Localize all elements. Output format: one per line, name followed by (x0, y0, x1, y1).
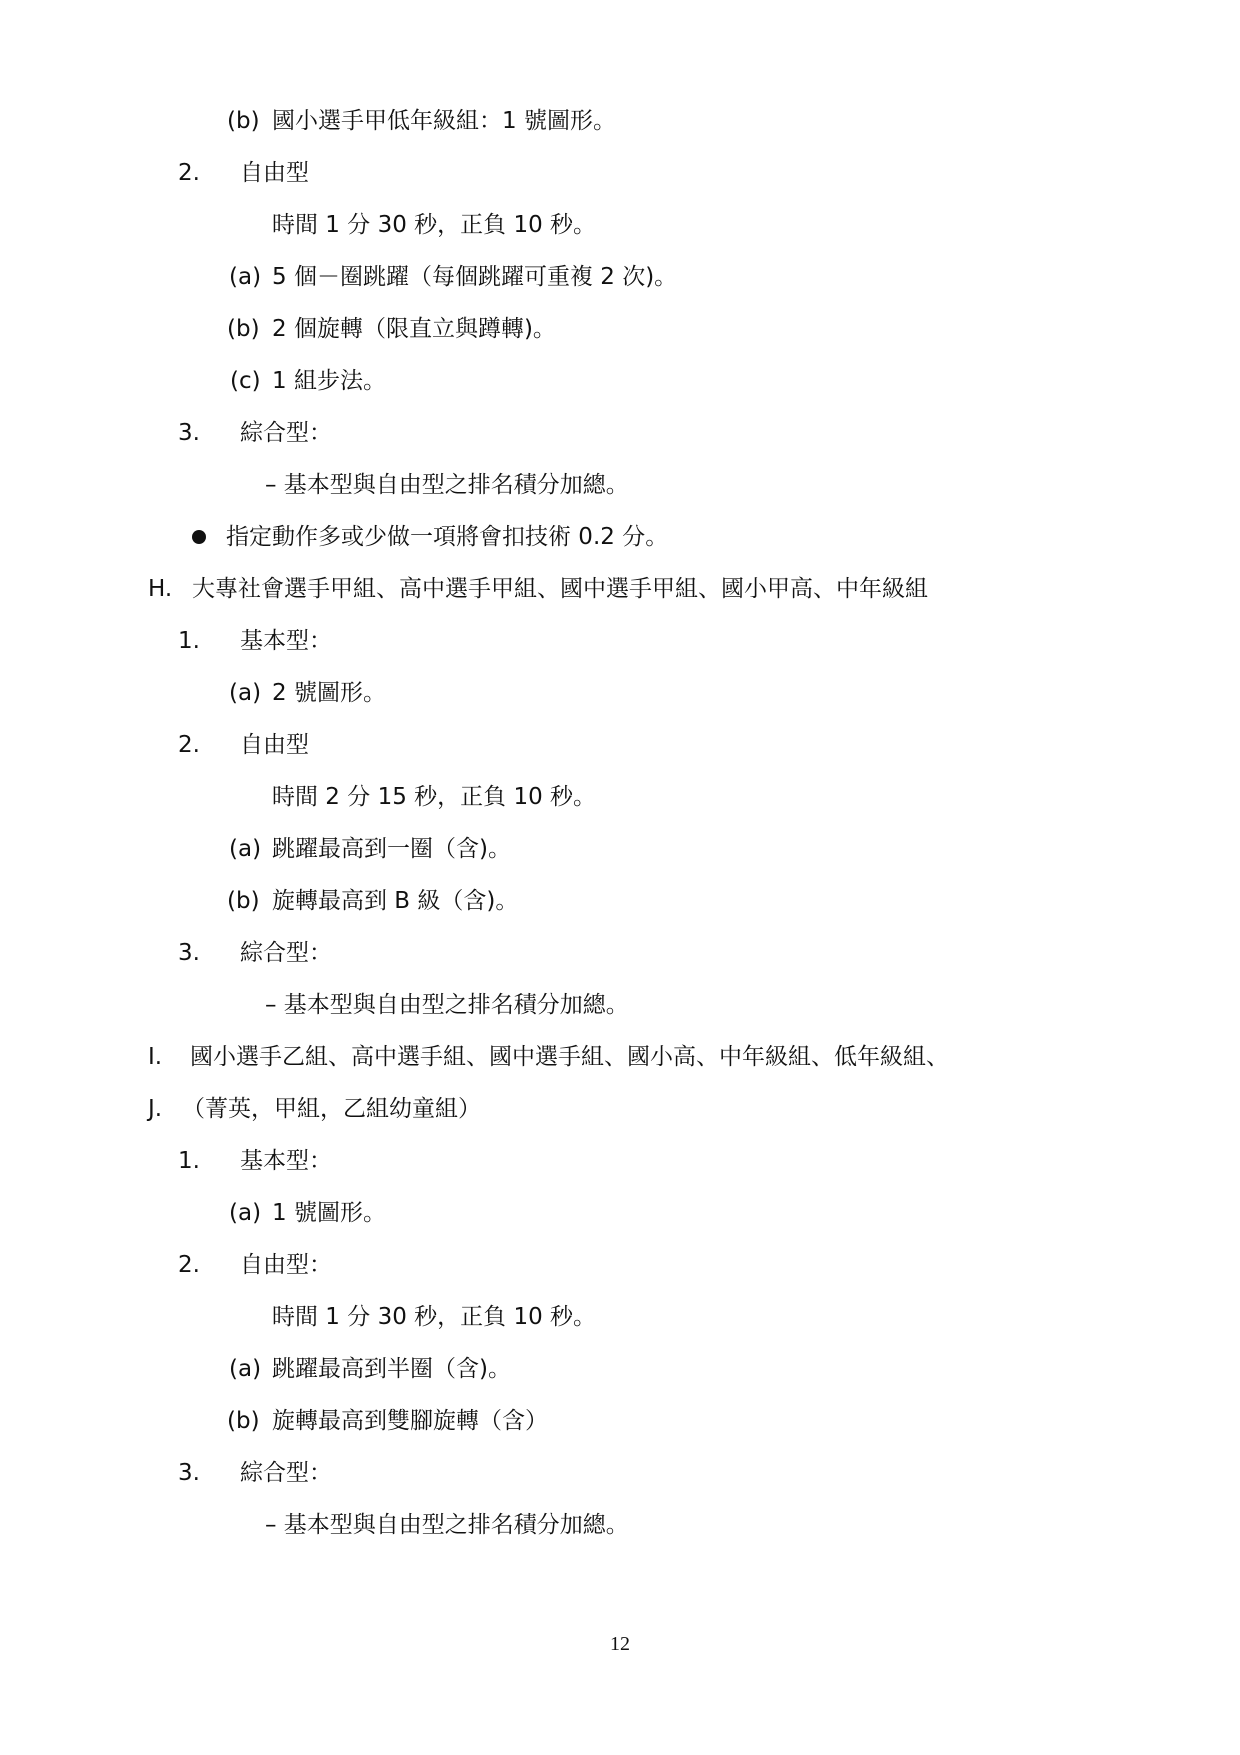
list-item-text: 跳躍最高到一圈（含)。 (272, 836, 511, 862)
list-marker: 1. (178, 1148, 200, 1174)
section-marker: H. (148, 576, 173, 602)
list-item-text: 自由型： (240, 1252, 332, 1278)
list-marker: 1. (178, 628, 200, 654)
list-marker: (a) (229, 680, 262, 706)
bullet-item-text: 指定動作多或少做一項將會扣技術 0.2 分。 (226, 524, 669, 550)
list-item-text: 自由型 (240, 160, 309, 186)
list-item-text: 1 組步法。 (272, 368, 386, 394)
list-marker: (b) (227, 108, 260, 134)
list-marker: 3. (178, 940, 200, 966)
list-marker: (a) (229, 264, 262, 290)
list-marker: 2. (178, 1252, 200, 1278)
list-item-text: 旋轉最高到 B 級（含)。 (272, 888, 519, 914)
list-marker: 3. (178, 420, 200, 446)
list-marker: 3. (178, 1460, 200, 1486)
bullet-icon (192, 530, 206, 544)
paragraph-text: – 基本型與自由型之排名積分加總。 (265, 992, 629, 1018)
list-marker: 2. (178, 160, 200, 186)
list-marker: (b) (227, 888, 260, 914)
list-marker: (a) (229, 836, 262, 862)
paragraph-text: 時間 1 分 30 秒，正負 10 秒。 (272, 212, 597, 238)
section-heading: （菁英，甲組，乙組幼童組） (182, 1096, 481, 1122)
list-item-text: 基本型： (240, 628, 332, 654)
list-marker: (c) (230, 368, 261, 394)
page-number: 12 (610, 1633, 630, 1655)
paragraph-text: 時間 1 分 30 秒，正負 10 秒。 (272, 1304, 597, 1330)
list-item-text: 綜合型： (240, 940, 332, 966)
section-heading: 大專社會選手甲組、高中選手甲組、國中選手甲組、國小甲高、中年級組 (192, 576, 928, 602)
list-item-text: 自由型 (240, 732, 309, 758)
section-heading: 國小選手乙組、高中選手組、國中選手組、國小高、中年級組、低年級組、 (190, 1044, 949, 1070)
list-item-text: 綜合型： (240, 420, 332, 446)
list-item-text: 2 號圖形。 (272, 680, 386, 706)
list-item-text: 國小選手甲低年級組：1 號圖形。 (272, 108, 616, 134)
paragraph-text: 時間 2 分 15 秒，正負 10 秒。 (272, 784, 597, 810)
list-marker: (a) (229, 1356, 262, 1382)
list-item-text: 基本型： (240, 1148, 332, 1174)
list-marker: (b) (227, 1408, 260, 1434)
list-marker: (a) (229, 1200, 262, 1226)
paragraph-text: – 基本型與自由型之排名積分加總。 (265, 472, 629, 498)
section-marker: I. (148, 1044, 163, 1070)
list-item-text: 綜合型： (240, 1460, 332, 1486)
list-item-text: 1 號圖形。 (272, 1200, 386, 1226)
list-item-text: 跳躍最高到半圈（含)。 (272, 1356, 511, 1382)
list-item-text: 5 個－圈跳躍（每個跳躍可重複 2 次)。 (272, 264, 678, 290)
list-item-text: 2 個旋轉（限直立與蹲轉)。 (272, 316, 556, 342)
paragraph-text: – 基本型與自由型之排名積分加總。 (265, 1512, 629, 1538)
list-item-text: 旋轉最高到雙腳旋轉（含） (272, 1408, 548, 1434)
list-marker: 2. (178, 732, 200, 758)
list-marker: (b) (227, 316, 260, 342)
section-marker: J. (148, 1096, 163, 1122)
